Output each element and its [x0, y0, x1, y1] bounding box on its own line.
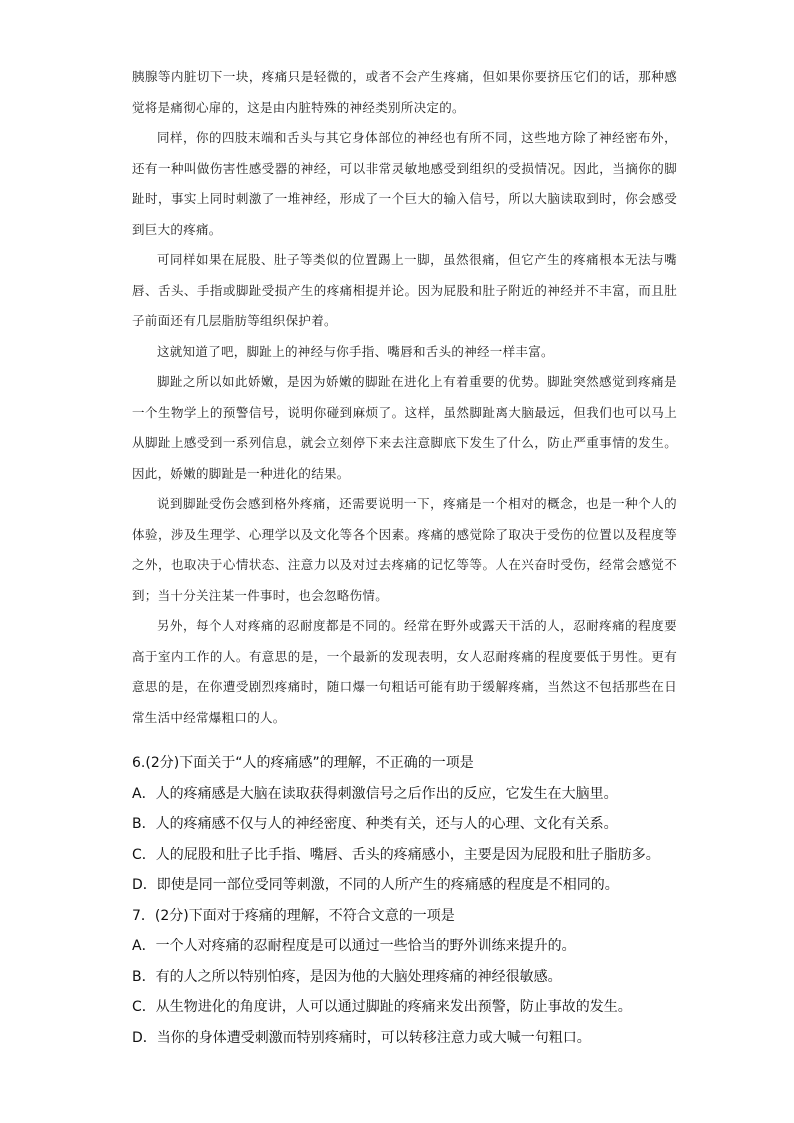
question-7-option-c: C．从生物进化的角度讲，人可以通过脚趾的疼痛来发出预警，防止事故的发生。 — [132, 999, 632, 1015]
question-7-option-a: A．一个人对疼痛的忍耐程度是可以通过一些恰当的野外训练来提升的。 — [132, 938, 576, 954]
passage-paragraph: 可同样如果在屁股、肚子等类似的位置踢上一脚，虽然很痛，但它产生的疼痛根本无法与嘴唇、舌头、手指或脚趾受损产生的疼痛相提并论。因为屁股和肚子附近的神经并不丰富，而且肚子前面还有几层脂肪等组织保护着。 — [132, 252, 677, 328]
question-6-option-c: C．人的屁股和肚子比手指、嘴唇、舌头的疼痛感小，主要是因为屁股和肚子脂肪多。 — [132, 846, 660, 863]
passage-paragraph: 另外，每个人对疼痛的忍耐度都是不同的。经常在野外或露天干活的人，忍耐疼痛的程度要高于室内工作的人。有意思的是，一个最新的发现表明，女人忍耐疼痛的程度要低于男性。更有意思的是，在你遭受剧烈疼痛时，随口爆一句粗话可能有助于缓解疼痛，当然这不包括那些在日常生活中经常爆粗口的人。 — [132, 618, 677, 725]
question-6-stem: 6.(2分)下面关于“人的疼痛感”的理解，不正确的一项是 — [132, 755, 474, 771]
question-6-option-a: A．人的疼痛感是大脑在读取获得刺激信号之后作出的反应，它发生在大脑里。 — [132, 785, 618, 802]
passage-paragraph: 这就知道了吧，脚趾上的神经与你手指、嘴唇和舌头的神经一样丰富。 — [157, 343, 554, 359]
question-6-option-d: D．即使是同一部位受同等刺激，不同的人所产生的疼痛感的程度是不相同的。 — [132, 877, 619, 893]
passage-paragraph: 同样，你的四肢末端和舌头与其它身体部位的神经也有所不同，这些地方除了神经密布外，还有一种叫做伤害性感受器的神经，可以非常灵敏地感受到组织的受损情况。因此，当摘你的脚趾时，事实上同时刺激了一堆神经，形成了一个巨大的输入信号，所以大脑读取到时，你会感受到巨大的疼痛。 — [132, 130, 677, 237]
passage-paragraph: 说到脚趾受伤会感到格外疼痛，还需要说明一下，疼痛是一个相对的概念，也是一种个人的体验，涉及生理学、心理学以及文化等各个因素。疼痛的感觉除了取决于受伤的位置以及程度等之外，也取决于心情状态、注意力以及对过去疼痛的记忆等等。人在兴奋时受伤，经常会感觉不到；当十分关注某一件事时，也会忽略伤情。 — [132, 496, 677, 603]
question-6-option-b: B．人的疼痛感不仅与人的神经密度、种类有关，还与人的心理、文化有关系。 — [132, 816, 618, 832]
question-7-option-d: D．当你的身体遭受刺激而特别疼痛时，可以转移注意力或大喊一句粗口。 — [132, 1029, 591, 1046]
passage-paragraph: 胰腺等内脏切下一块，疼痛只是轻微的，或者不会产生疼痛，但如果你要挤压它们的话，那种感觉将是痛彻心扉的，这是由内脏特殊的神经类别所决定的。 — [132, 69, 677, 115]
question-7-stem: 7．(2分)下面对于疼痛的理解，不符合文意的一项是 — [132, 907, 455, 924]
reading-passage — [132, 62, 677, 733]
passage-paragraph: 脚趾之所以如此娇嫩，是因为娇嫩的脚趾在进化上有着重要的优势。脚趾突然感觉到疼痛是一个生物学上的预警信号，说明你碰到麻烦了。这样，虽然脚趾离大脑最远，但我们也可以马上从脚趾上感受到一系列信息，就会立刻停下来去注意脚底下发生了什么，防止严重事情的发生。因此，娇嫩的脚趾是一种进化的结果。 — [132, 374, 677, 481]
question-7-option-b: B．有的人之所以特别怕疼，是因为他的大脑处理疼痛的神经很敏感。 — [132, 968, 562, 985]
question-section — [132, 748, 677, 1053]
